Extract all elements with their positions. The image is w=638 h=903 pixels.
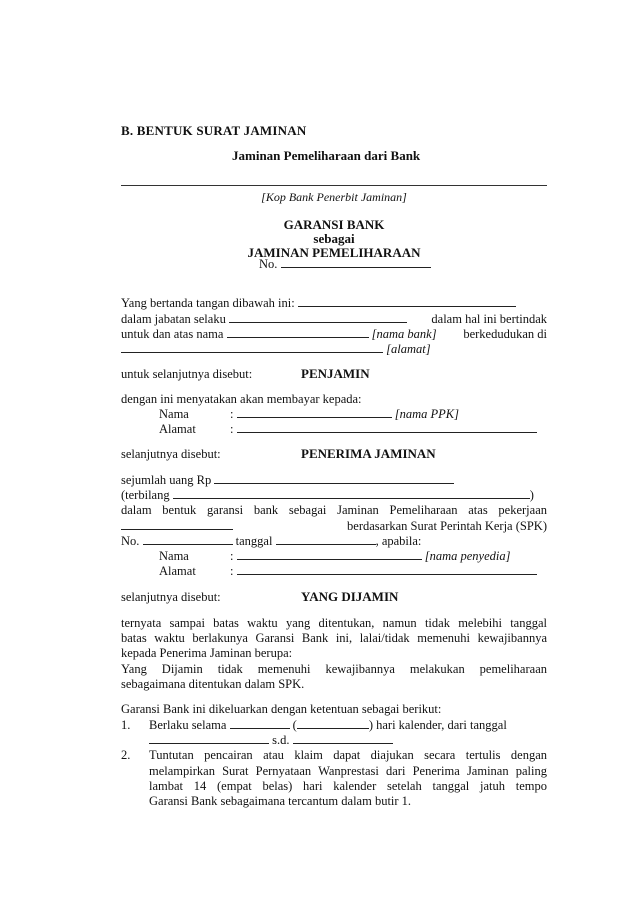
condition-line-2: batas waktu berlakunya Garansi Bank ini, lalai/tidak memenuhi kewajibannya — [121, 631, 547, 645]
payment-intro: dengan ini menyatakan akan membayar kepada: — [121, 392, 362, 406]
ppk-address-field: : — [230, 422, 537, 437]
provider-address-field: : — [230, 564, 537, 579]
ppk-address-label: Alamat — [159, 422, 196, 436]
document-number: No. — [259, 257, 431, 272]
term-1-line-2: s.d. — [149, 733, 393, 748]
guarantee-form-line: dalam bentuk garansi bank sebagai Jaminan Pemeliharaan atas pekerjaan — [121, 503, 547, 517]
signatory-blank — [298, 297, 516, 307]
condition-line-3: kepada Penerima Jaminan berupa: — [121, 646, 293, 660]
address-line: [alamat] — [121, 342, 547, 357]
work-blank — [121, 520, 233, 530]
provider-name-field: : [nama penyedia] — [230, 549, 511, 563]
document-title-sebagai: sebagai — [313, 231, 355, 246]
spk-date-blank — [276, 535, 376, 545]
duration-blank — [230, 719, 290, 729]
spk-number-line: No. tanggal , apabila: — [121, 534, 422, 548]
guarantor-label: PENJAMIN — [301, 366, 370, 381]
amount-line: sejumlah uang Rp — [121, 473, 547, 488]
provider-address-blank — [237, 565, 537, 575]
position-blank — [229, 313, 407, 323]
letterhead-rule — [121, 185, 547, 186]
ppk-name-field: : [nama PPK] — [230, 407, 459, 421]
beneficiary-row: selanjutnya disebut: — [121, 447, 221, 461]
bank-name-line: untuk dan atas nama [nama bank] berkedudukan di — [121, 327, 547, 341]
provider-name-label: Nama — [159, 549, 189, 563]
term-2-line-4: Garansi Bank sebagaimana tercantum dalam butir 1. — [149, 794, 412, 808]
condition-line-5: sebagaimana ditentukan dalam SPK. — [121, 677, 305, 691]
position-line: dalam jabatan selaku dalam hal ini bertindak — [121, 312, 547, 326]
condition-line-4: Yang Dijamin tidak memenuhi kewajibannya melakukan pemeliharaan — [121, 662, 547, 676]
guarantor-row: untuk selanjutnya disebut: — [121, 367, 253, 381]
section-heading: B. BENTUK SURAT JAMINAN — [121, 123, 307, 138]
term-2-line-1: Tuntutan pencairan atau klaim dapat diajukan secara tertulis dengan — [149, 748, 547, 762]
ppk-address-blank — [237, 423, 537, 433]
spk-number-blank — [143, 535, 233, 545]
ppk-name-blank — [237, 408, 392, 418]
signatory-line: Yang bertanda tangan dibawah ini: — [121, 296, 547, 311]
terms-intro: Garansi Bank ini dikeluarkan dengan ketentuan sebagai berikut: — [121, 702, 442, 716]
address-blank — [121, 343, 383, 353]
term-1-number: 1. — [121, 718, 131, 732]
guaranteed-label: YANG DIJAMIN — [301, 589, 399, 604]
amount-blank — [214, 474, 454, 484]
start-date-blank — [149, 734, 269, 744]
document-title: GARANSI BANK — [283, 217, 385, 232]
beneficiary-label: PENERIMA JAMINAN — [301, 446, 436, 461]
term-2-number: 2. — [121, 748, 131, 762]
amount-words-blank — [173, 489, 530, 499]
term-1-line-1: Berlaku selama ( ) hari kalender, dari tanggal — [149, 718, 507, 732]
bank-name-blank — [227, 328, 369, 338]
ppk-name-label: Nama — [159, 407, 189, 421]
provider-address-label: Alamat — [159, 564, 196, 578]
bank-letterhead-placeholder: [Kop Bank Penerbit Jaminan] — [261, 190, 407, 204]
end-date-blank — [293, 734, 393, 744]
duration-words-blank — [297, 719, 369, 729]
provider-name-blank — [237, 550, 422, 560]
document-title-type: JAMINAN PEMELIHARAAN — [247, 245, 421, 260]
work-order-line: berdasarkan Surat Perintah Kerja (SPK) — [121, 519, 547, 534]
condition-line-1: ternyata sampai batas waktu yang ditentukan, namun tidak melebihi tanggal — [121, 616, 547, 630]
term-2-line-2: melampirkan Surat Pernyataan Wanprestasi dari Penerima Jaminan paling — [149, 764, 547, 778]
guaranteed-row: selanjutnya disebut: — [121, 590, 221, 604]
amount-words-line: (terbilang ) — [121, 488, 534, 502]
term-2-line-3: lambat 14 (empat belas) hari kalender setelah tanggal jatuh tempo — [149, 779, 547, 793]
section-subheading: Jaminan Pemeliharaan dari Bank — [232, 148, 421, 163]
number-blank — [281, 258, 431, 268]
